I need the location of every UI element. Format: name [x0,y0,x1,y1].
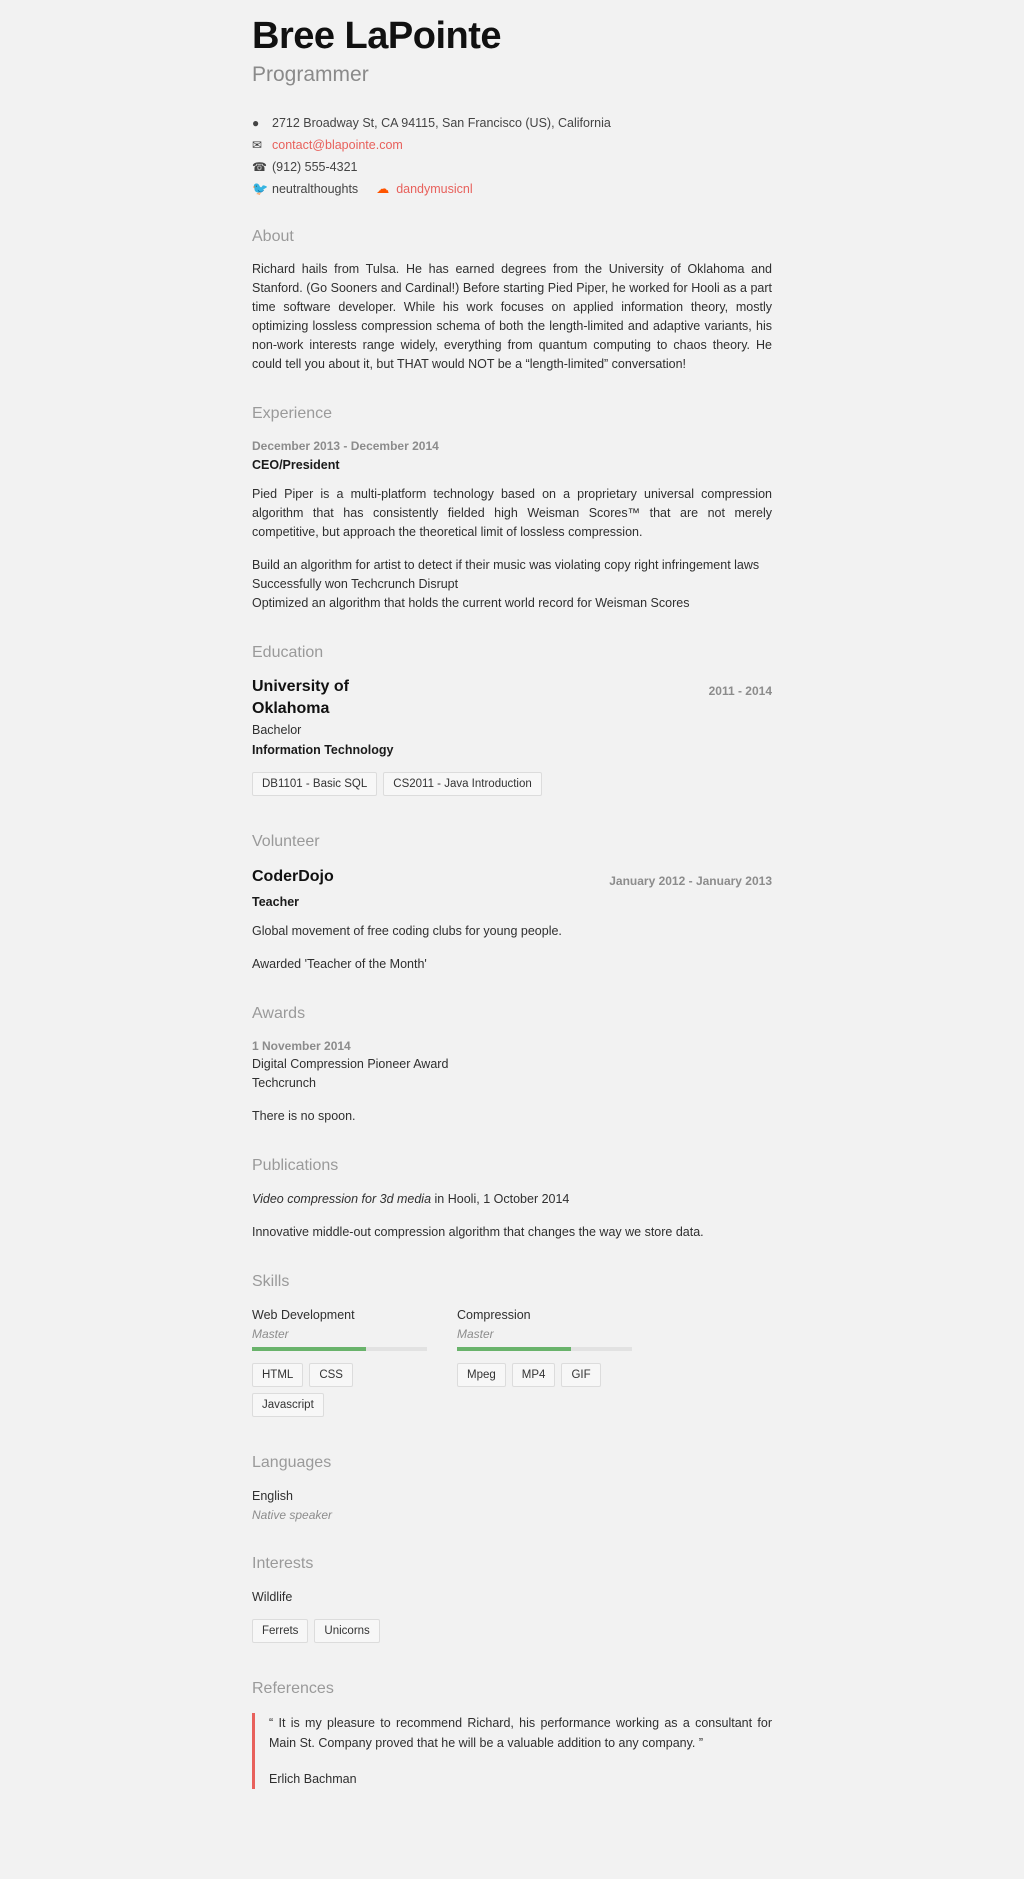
volunteer-highlights [252,955,772,974]
section-awards [252,1004,772,1126]
skill-tag: HTML [252,1363,303,1387]
education-courses [252,772,772,802]
education-item [252,676,772,802]
award-awarder: Techcrunch [252,1075,316,1090]
contact-social [252,179,772,199]
job-label: Programmer [252,62,369,86]
about-summary: Richard hails from Tulsa. He has earned degrees from the University of Oklahoma and Stanford. (Go Sooners and Cardinal!) Before starting Pied Piper, he worked for Hooli as a part time software developer. While his work focuses on applied information theory, mostly optimizing lossless compression schema of both the length-limited and adaptive variants, his non-work interests range widely, everything from quantum computing to chaos theory. He could tell you about it, but THAT would NOT be a “length-limited” conversation! [252,261,772,371]
page-title: Bree LaPointe [252,15,502,57]
twitter-icon: 🐦 [252,180,269,196]
language-fluency: Native speaker [252,1508,333,1523]
map-pin-icon: ●︎ [252,115,260,130]
location-text: 2712 Broadway St, CA 94115, San Francisco (US), California [272,115,611,130]
education-date: 2011 - 2014 [708,684,772,699]
skill-tag: Javascript [252,1393,324,1417]
interest-name: Wildlife [252,1590,293,1605]
envelope-icon: ✉︎ [252,137,263,152]
section-experience [252,404,772,613]
contact-list [252,113,772,199]
publication-comma: , [476,1191,480,1206]
section-title-experience: Experience [252,404,333,422]
skill-keywords [252,1363,427,1423]
highlight-item: Awarded 'Teacher of the Month' [252,956,427,971]
interest-tag: Unicorns [314,1619,379,1643]
skill-item [252,1305,427,1423]
skills-grid [252,1305,772,1423]
contact-location [252,113,772,133]
twitter-handle[interactable]: neutralthoughts [272,181,359,196]
award-item [252,1037,772,1126]
skill-name: Web Development [252,1308,355,1323]
highlight-item: Build an algorithm for artist to detect if their music was violating copy right infringement laws [252,558,760,573]
soundcloud-icon: ☁︎ [376,180,390,196]
reference-quote: “ It is my pleasure to recommend Richard, his performance working as a consultant for Main St. Company proved that he will be a valuable addition to any company. ” [269,1715,772,1750]
skill-keywords [457,1363,632,1393]
section-publications [252,1156,772,1242]
language-name: English [252,1489,293,1504]
award-summary: There is no spoon. [252,1108,356,1123]
education-area: Information Technology [252,743,394,758]
experience-position: CEO/President [252,458,340,473]
education-study-type: Bachelor [252,723,302,738]
publication-summary: Innovative middle-out compression algorithm that changes the way we store data. [252,1224,704,1239]
highlight-item: Optimized an algorithm that holds the current world record for Weisman Scores [252,596,690,611]
section-title-about: About [252,227,294,245]
language-item [252,1486,772,1524]
soundcloud-link[interactable]: dandymusicnl [396,181,473,196]
section-references [252,1679,772,1788]
skill-bar-fill [252,1347,366,1351]
experience-date: December 2013 - December 2014 [252,439,439,454]
section-about [252,227,772,374]
phone-text: (912) 555-4321 [272,159,358,174]
experience-summary: Pied Piper is a multi-platform technology based on a proprietary universal compression algorithm that has consistently fielded high Weisman Scores™ that are not merely competitive, but approach the theoretical limit of lossless compression. [252,487,772,540]
volunteer-summary: Global movement of free coding clubs for young people. [252,923,562,938]
interest-item [252,1587,772,1649]
section-interests [252,1554,772,1649]
volunteer-head [252,866,772,892]
reference-item [252,1713,772,1789]
experience-highlights [252,556,772,613]
section-title-awards: Awards [252,1004,306,1022]
publication-date: 1 October 2014 [483,1191,570,1206]
volunteer-organization: CoderDojo [252,867,334,885]
publication-publisher: Hooli [447,1191,477,1206]
skill-level: Master [457,1327,494,1342]
contact-phone [252,157,772,177]
interest-keywords [252,1619,772,1649]
twitter-group [272,179,473,199]
skill-name: Compression [457,1308,531,1323]
skill-bar-track [252,1347,427,1351]
section-title-skills: Skills [252,1272,290,1290]
section-title-publications: Publications [252,1156,339,1174]
course-tag: CS2011 - Java Introduction [383,772,542,796]
header [252,14,772,199]
skill-tag: MP4 [512,1363,556,1387]
skill-bar-fill [457,1347,571,1351]
skill-bar-track [457,1347,632,1351]
skill-tag: GIF [561,1363,600,1387]
section-education [252,643,772,802]
skill-tag: Mpeg [457,1363,506,1387]
publication-line [252,1189,772,1209]
section-title-references: References [252,1680,334,1698]
award-title: Digital Compression Pioneer Award [252,1056,449,1071]
phone-icon: ☎︎ [252,159,267,174]
section-title-volunteer: Volunteer [252,833,320,851]
publication-name: Video compression for 3d media [252,1191,432,1206]
skill-level: Master [252,1327,289,1342]
contact-email [252,135,772,155]
education-head [252,676,772,720]
volunteer-item [252,866,772,974]
section-title-education: Education [252,644,324,662]
highlight-item: Successfully won Techcrunch Disrupt [252,577,459,592]
resume-content [252,0,772,1879]
section-title-interests: Interests [252,1555,314,1573]
email-link[interactable]: contact@blapointe.com [272,137,403,152]
skill-tag: CSS [309,1363,353,1387]
section-volunteer [252,832,772,973]
experience-item [252,437,772,613]
education-institution: University of Oklahoma [252,678,349,718]
course-tag: DB1101 - Basic SQL [252,772,377,796]
volunteer-position: Teacher [252,894,300,909]
section-skills [252,1272,772,1423]
skill-item [457,1305,632,1423]
publication-connector: in [434,1191,445,1206]
interest-tag: Ferrets [252,1619,308,1643]
volunteer-date: January 2012 - January 2013 [609,873,772,888]
section-title-languages: Languages [252,1454,332,1472]
section-languages [252,1453,772,1524]
award-date: 1 November 2014 [252,1038,351,1053]
reference-name: Erlich Bachman [269,1771,357,1786]
